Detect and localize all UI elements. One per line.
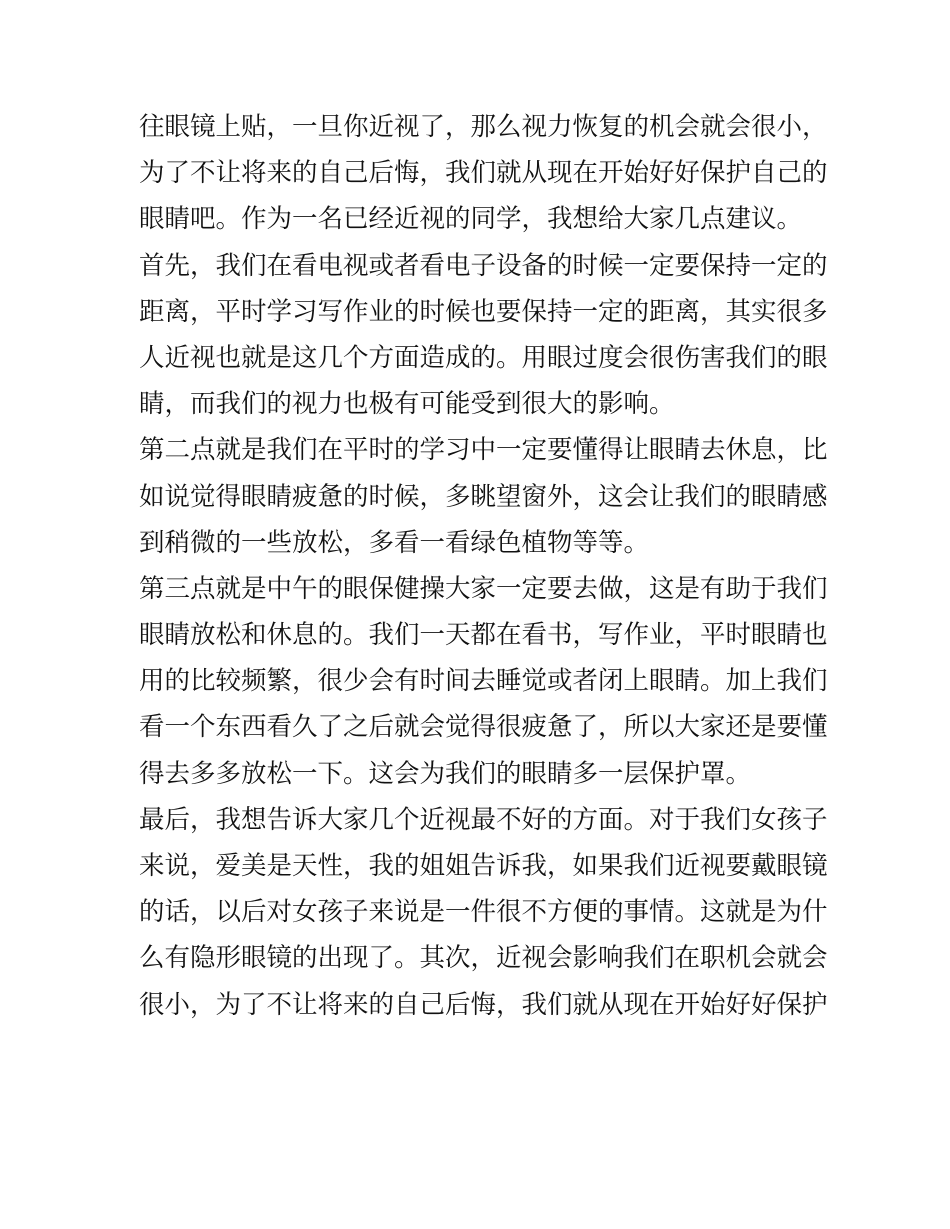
text-line: 用的比较频繁，很少会有时间去睡觉或者闭上眼睛。加上我们 [139,666,828,697]
text-line: 第二点就是我们在平时的学习中一定要懂得让眼睛去休息，比 [139,435,828,466]
text-line: 很小，为了不让将来的自己后悔，我们就从现在开始好好保护 [139,989,828,1020]
text-line: 来说，爱美是天性，我的姐姐告诉我，如果我们近视要戴眼镜 [139,851,828,881]
text-line: 最后，我想告诉大家几个近视最不好的方面。对于我们女孩子 [139,804,828,835]
text-line: 眼睛吧。作为一名已经近视的同学，我想给大家几点建议。 [139,204,803,235]
text-line: 看一个东西看久了之后就会觉得很疲惫了，所以大家还是要懂 [139,712,828,743]
text-line: 人近视也就是这几个方面造成的。用眼过度会很伤害我们的眼 [139,342,828,373]
text-line: 睛，而我们的视力也极有可能受到很大的影响。 [139,389,675,420]
text-line: 如说觉得眼睛疲惫的时候，多眺望窗外，这会让我们的眼睛感 [139,481,828,512]
document-body [139,104,828,1028]
text-line: 到稍微的一些放松，多看一看绿色植物等等。 [139,527,650,558]
text-line: 的话，以后对女孩子来说是一件很不方便的事情。这就是为什 [139,897,828,928]
text-line: 往眼镜上贴，一旦你近视了，那么视力恢复的机会就会很小， [139,112,828,142]
text-line: 得去多多放松一下。这会为我们的眼睛多一层保护罩。 [139,758,752,789]
text-line: 首先，我们在看电视或者看电子设备的时候一定要保持一定的 [139,250,828,281]
text-line: 眼睛放松和休息的。我们一天都在看书，写作业，平时眼睛也 [139,620,828,651]
text-line: 第三点就是中午的眼保健操大家一定要去做，这是有助于我们 [139,573,828,604]
text-line: 么有隐形眼镜的出现了。其次，近视会影响我们在职机会就会 [139,943,828,974]
text-line: 为了不让将来的自己后悔，我们就从现在开始好好保护自己的 [139,158,828,189]
text-line: 距离，平时学习写作业的时候也要保持一定的距离，其实很多 [139,296,828,327]
